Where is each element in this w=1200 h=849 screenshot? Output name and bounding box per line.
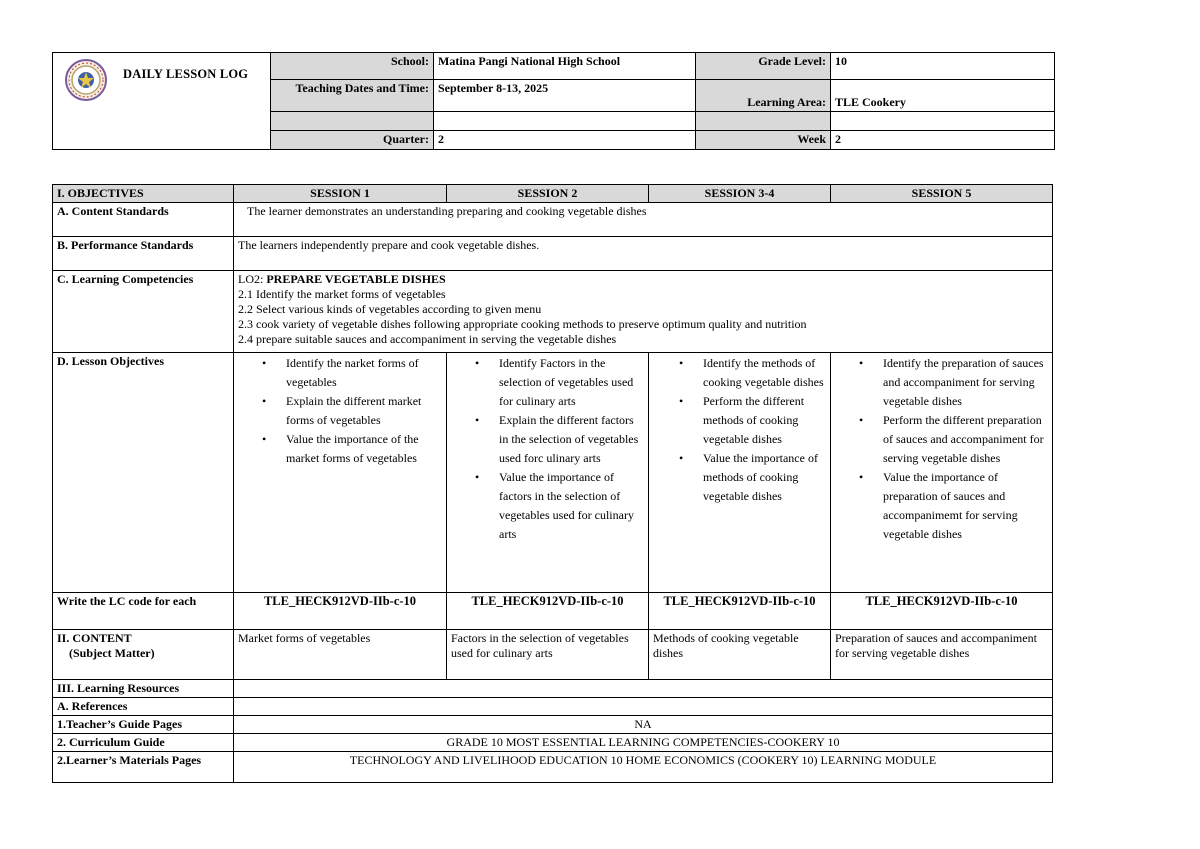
references-label: A. References bbox=[53, 698, 234, 716]
objective-item: • Value the importance of factors in the selection of vegetables used for culinary arts bbox=[499, 468, 644, 544]
session-3-4-objectives bbox=[649, 353, 831, 593]
performance-standards-text: The learners independently prepare and cook vegetable dishes. bbox=[234, 237, 1053, 271]
blank-label-2 bbox=[696, 112, 831, 131]
learning-resources-value bbox=[234, 680, 1053, 698]
teachers-guide-value: NA bbox=[234, 716, 1053, 734]
column-header-session-1: SESSION 1 bbox=[234, 185, 447, 203]
lc-code-label: Write the LC code for each bbox=[53, 593, 234, 630]
objective-item: • Identify Factors in the selection of vegetables used for culinary arts bbox=[499, 354, 644, 411]
references-value bbox=[234, 698, 1053, 716]
lo-heading bbox=[238, 272, 1048, 287]
competency-item: 2.4 prepare suitable sauces and accompaniment in serving the vegetable dishes bbox=[238, 332, 617, 346]
learning-competencies-label: C. Learning Competencies bbox=[53, 271, 234, 353]
lesson-log-table bbox=[52, 184, 1053, 783]
grade-level-label: Grade Level: bbox=[696, 53, 831, 80]
subject-matter-label: (Subject Matter) bbox=[69, 646, 155, 660]
blank-value-2 bbox=[831, 112, 1055, 131]
lc-code-session-2: TLE_HECK912VD-IIb-c-10 bbox=[447, 593, 649, 630]
competency-item: 2.3 cook variety of vegetable dishes following appropriate cooking methods to preserve optimum quality and nutrition bbox=[238, 317, 807, 331]
column-header-session-2: SESSION 2 bbox=[447, 185, 649, 203]
curriculum-guide-label: 2. Curriculum Guide bbox=[53, 734, 234, 752]
learning-resources-label: III. Learning Resources bbox=[53, 680, 234, 698]
content-label: II. CONTENT bbox=[57, 631, 132, 645]
column-header-session-3-4: SESSION 3-4 bbox=[649, 185, 831, 203]
lo-prefix: LO2: bbox=[238, 272, 267, 286]
column-header-objectives: I. OBJECTIVES bbox=[53, 185, 234, 203]
learners-materials-label: 2.Learner’s Materials Pages bbox=[53, 752, 234, 783]
performance-standards-label: B. Performance Standards bbox=[53, 237, 234, 271]
objective-item: • Perform the different preparation of sauces and accompaniment for serving vegetable dishes bbox=[883, 411, 1048, 468]
header-table bbox=[52, 52, 1055, 150]
content-session-2: Factors in the selection of vegetables used for culinary arts bbox=[447, 630, 649, 680]
lc-code-session-1: TLE_HECK912VD-IIb-c-10 bbox=[234, 593, 447, 630]
column-header-session-5: SESSION 5 bbox=[831, 185, 1053, 203]
objective-item: • Identify the narket forms of vegetables bbox=[286, 354, 442, 392]
content-session-1: Market forms of vegetables bbox=[234, 630, 447, 680]
learning-area-value: TLE Cookery bbox=[831, 80, 1055, 112]
lc-code-session-3-4: TLE_HECK912VD-IIb-c-10 bbox=[649, 593, 831, 630]
learners-materials-value: TECHNOLOGY AND LIVELIHOOD EDUCATION 10 HOME ECONOMICS (COOKERY 10) LEARNING MODULE bbox=[234, 752, 1053, 783]
learning-competencies-cell bbox=[234, 271, 1053, 353]
deped-seal-logo bbox=[57, 57, 115, 103]
objective-item: • Value the importance of methods of cooking vegetable dishes bbox=[703, 449, 826, 506]
learning-area-label: Learning Area: bbox=[696, 80, 831, 112]
content-session-5: Preparation of sauces and accompaniment for serving vegetable dishes bbox=[831, 630, 1053, 680]
quarter-label: Quarter: bbox=[271, 131, 434, 150]
grade-level-value: 10 bbox=[831, 53, 1055, 80]
content-standards-label: A. Content Standards bbox=[53, 203, 234, 237]
content-standards-text: The learner demonstrates an understanding preparing and cooking vegetable dishes bbox=[234, 203, 1053, 237]
blank-label bbox=[271, 112, 434, 131]
objective-item: • Explain the different factors in the selection of vegetables used forc ulinary arts bbox=[499, 411, 644, 468]
teaching-dates-value: September 8-13, 2025 bbox=[434, 80, 696, 112]
session-1-objectives bbox=[234, 353, 447, 593]
objective-item: • Identify the preparation of sauces and accompaniment for serving vegetable dishes bbox=[883, 354, 1048, 411]
quarter-value: 2 bbox=[434, 131, 696, 150]
teaching-dates-label: Teaching Dates and Time: bbox=[271, 80, 434, 112]
competency-item: 2.2 Select various kinds of vegetables according to given menu bbox=[238, 302, 542, 316]
content-session-3-4: Methods of cooking vegetable dishes bbox=[649, 630, 831, 680]
blank-value bbox=[434, 112, 696, 131]
school-label: School: bbox=[271, 53, 434, 80]
session-2-objectives bbox=[447, 353, 649, 593]
week-label: Week bbox=[696, 131, 831, 150]
competency-item: 2.1 Identify the market forms of vegetables bbox=[238, 287, 446, 301]
document-title: DAILY LESSON LOG bbox=[123, 67, 249, 81]
lesson-objectives-label: D. Lesson Objectives bbox=[53, 353, 234, 593]
objective-item: • Value the importance of preparation of sauces and accompanimemt for serving vegetable dishes bbox=[883, 468, 1048, 544]
objective-item: • Value the importance of the market forms of vegetables bbox=[286, 430, 442, 468]
lo-title: PREPARE VEGETABLE DISHES bbox=[266, 272, 446, 286]
lc-code-session-5: TLE_HECK912VD-IIb-c-10 bbox=[831, 593, 1053, 630]
school-value: Matina Pangi National High School bbox=[434, 53, 696, 80]
objective-item: • Perform the different methods of cooking vegetable dishes bbox=[703, 392, 826, 449]
objective-item: • Identify the methods of cooking vegetable dishes bbox=[703, 354, 826, 392]
week-value: 2 bbox=[831, 131, 1055, 150]
curriculum-guide-value: GRADE 10 MOST ESSENTIAL LEARNING COMPETENCIES-COOKERY 10 bbox=[234, 734, 1053, 752]
logo-cell bbox=[53, 53, 271, 150]
teachers-guide-label: 1.Teacher’s Guide Pages bbox=[53, 716, 234, 734]
content-label-cell bbox=[53, 630, 234, 680]
session-5-objectives bbox=[831, 353, 1053, 593]
objective-item: • Explain the different market forms of vegetables bbox=[286, 392, 442, 430]
